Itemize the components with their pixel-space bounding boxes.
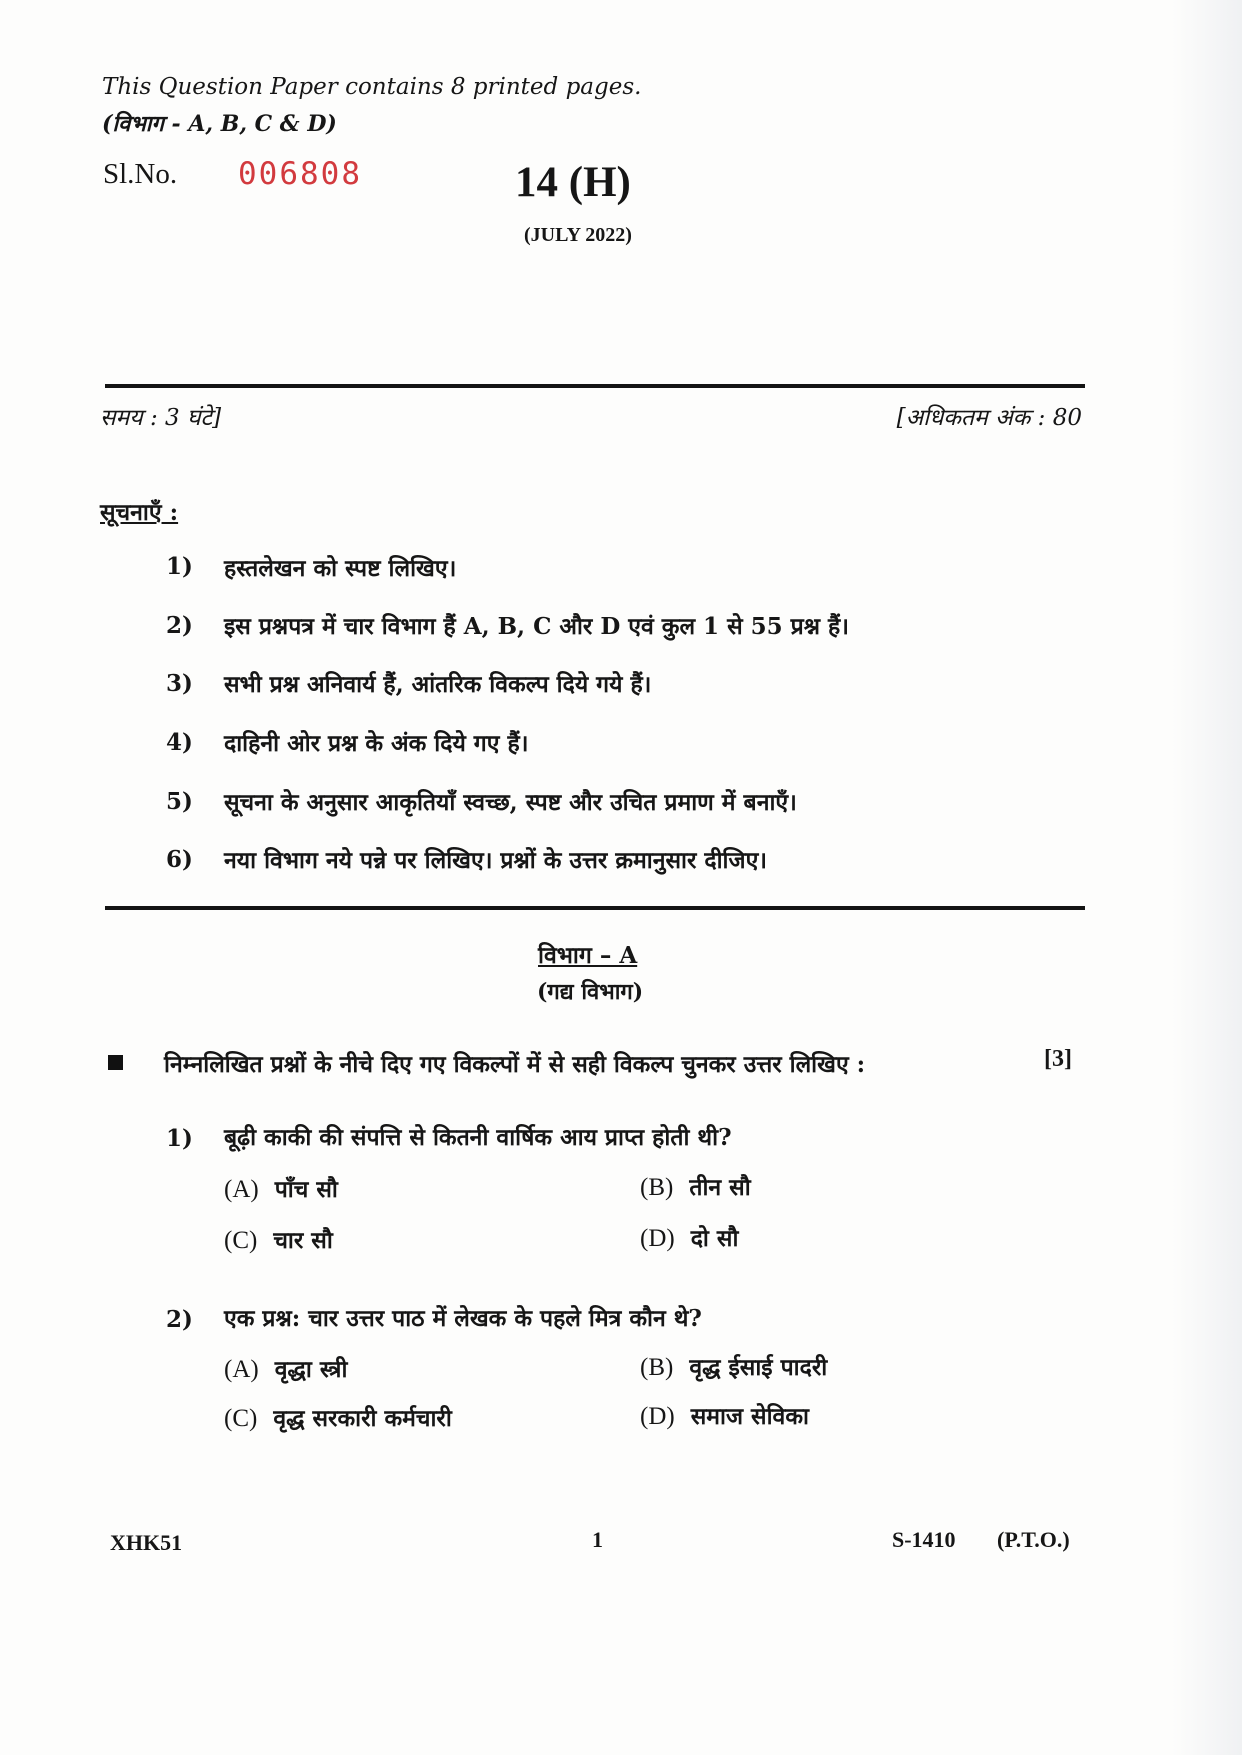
section-subtitle: (गद्य विभाग) bbox=[537, 979, 644, 1005]
option-label: (D) bbox=[640, 1225, 675, 1252]
footer-code: XHK51 bbox=[110, 1530, 183, 1555]
question-number: 1) bbox=[166, 1125, 193, 1152]
instruction-number: 2) bbox=[166, 612, 193, 639]
option-a bbox=[224, 1172, 338, 1204]
option-text: समाज सेविका bbox=[690, 1403, 809, 1430]
question-text: एक प्रश्न: चार उत्तर पाठ में लेखक के पहले मित्र कौन थे? bbox=[224, 1305, 702, 1332]
pages-note: This Question Paper contains 8 printed pages. bbox=[102, 74, 642, 100]
option-label: (A) bbox=[224, 1356, 259, 1383]
option-b bbox=[640, 1350, 827, 1382]
instruction-text: दाहिनी ओर प्रश्न के अंक दिये गए हैं। bbox=[224, 730, 529, 757]
option-text: वृद्ध सरकारी कर्मचारी bbox=[273, 1405, 452, 1432]
option-d bbox=[640, 1221, 738, 1253]
instruction-text: हस्तलेखन को स्पष्ट लिखिए। bbox=[224, 555, 457, 582]
option-label: (B) bbox=[640, 1174, 674, 1201]
instruction-number: 4) bbox=[166, 729, 193, 756]
instruction-number: 6) bbox=[166, 846, 193, 873]
time-allowed: समय : 3 घंटे] bbox=[100, 405, 222, 431]
option-label: (A) bbox=[224, 1176, 259, 1203]
section-marks: [3] bbox=[1044, 1046, 1072, 1072]
session: (JULY 2022) bbox=[524, 224, 632, 246]
pto-note: (P.T.O.) bbox=[997, 1527, 1070, 1552]
instruction-text: इस प्रश्नपत्र में चार विभाग हैं A, B, C और D एवं कुल 1 से 55 प्रश्न हैं। bbox=[224, 613, 849, 640]
option-c bbox=[224, 1223, 333, 1255]
max-marks: [अधिकतम अंक : 80 bbox=[896, 405, 1082, 431]
question-text: बूढ़ी काकी की संपत्ति से कितनी वार्षिक आय प्राप्त होती थी? bbox=[224, 1124, 732, 1151]
sections-note: (विभाग - A, B, C & D) bbox=[102, 111, 337, 137]
instructions-heading: सूचनाएँ : bbox=[100, 499, 179, 526]
instruction-text: नया विभाग नये पन्ने पर लिखिए। प्रश्नों के उत्तर क्रमानुसार दीजिए। bbox=[224, 847, 768, 874]
option-label: (C) bbox=[224, 1227, 258, 1254]
scan-edge-shadow bbox=[1172, 0, 1242, 1755]
serial-number: 006808 bbox=[238, 156, 362, 192]
option-text: तीन सौ bbox=[689, 1174, 751, 1201]
option-text: दो सौ bbox=[690, 1225, 739, 1252]
bottom-divider bbox=[105, 906, 1085, 910]
option-text: चार सौ bbox=[273, 1227, 333, 1254]
top-divider bbox=[105, 384, 1085, 388]
option-b bbox=[640, 1170, 751, 1202]
question-number: 2) bbox=[166, 1306, 193, 1333]
option-text: वृद्धा स्त्री bbox=[274, 1356, 348, 1383]
option-text: पाँच सौ bbox=[274, 1176, 338, 1203]
option-c bbox=[224, 1401, 452, 1433]
section-title: विभाग – A bbox=[538, 942, 638, 969]
option-label: (B) bbox=[640, 1354, 674, 1381]
option-label: (D) bbox=[640, 1403, 675, 1430]
instruction-number: 1) bbox=[166, 553, 193, 580]
paper-code: 14 (H) bbox=[515, 159, 631, 206]
serial-label: Sl.No. bbox=[103, 158, 178, 190]
footer-ref: S-1410 bbox=[892, 1527, 956, 1552]
instruction-text: सभी प्रश्न अनिवार्य हैं, आंतरिक विकल्प दिये गये हैं। bbox=[224, 671, 652, 698]
instruction-number: 5) bbox=[166, 788, 193, 815]
instruction-number: 3) bbox=[166, 670, 193, 697]
page-number: 1 bbox=[592, 1527, 603, 1552]
option-text: वृद्ध ईसाई पादरी bbox=[689, 1354, 828, 1381]
bullet-square-icon bbox=[108, 1055, 123, 1070]
instruction-text: सूचना के अनुसार आकृतियाँ स्वच्छ, स्पष्ट और उचित प्रमाण में बनाएँ। bbox=[224, 789, 797, 816]
option-label: (C) bbox=[224, 1405, 258, 1432]
option-a bbox=[224, 1352, 347, 1384]
section-directive: निम्नलिखित प्रश्नों के नीचे दिए गए विकल्पों में से सही विकल्प चुनकर उत्तर लिखिए : bbox=[164, 1051, 866, 1078]
option-d bbox=[640, 1399, 809, 1431]
